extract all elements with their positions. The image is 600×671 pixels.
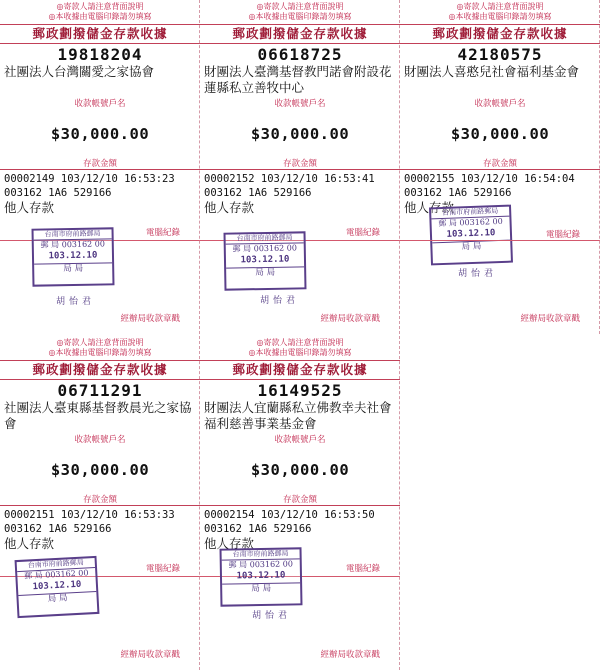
stamp-date: 103.12.10 [32,579,82,593]
stamp-office: 台南市府前路郵局 [431,207,509,220]
deposit-amount: $30,000.00 [450,125,550,143]
receipt-notes [0,336,200,360]
postmark-stamp [32,227,115,286]
stamp-office: 台南市府前路郵局 [222,549,300,560]
footer-label: 經辦局收款章戳 [320,650,380,660]
account-name: 社團法人台灣關愛之家協會 [4,64,155,79]
stamp-code: 郵 局 003162 00 [40,239,106,250]
deposit-receipt-1 [0,0,200,334]
note-computer-printed: ◎本收據由電腦印錄請勿填寫 [48,348,152,357]
account-name-label: 收款帳號戶名 [274,99,326,109]
postmark-stamp [224,231,307,290]
stamp-bottom: 局 局 [222,582,300,594]
transaction-line-2: 003162 1A6 529166 [4,523,112,535]
receipt-notes [400,0,600,24]
signer-name: 胡怡君 [252,611,292,621]
deposit-receipt-5 [200,336,400,670]
stamp-code: 郵 局 003162 00 [438,216,503,229]
computer-record-label: 電腦紀錄 [345,564,380,574]
account-name: 社團法人臺東縣基督教晨光之家協會 [4,400,192,431]
stamp-bottom: 局 局 [226,266,304,278]
receipt-title: 郵政劃撥儲金存款收據 [0,24,200,44]
transaction-line-2: 003162 1A6 529166 [404,187,512,199]
transaction-line-2: 003162 1A6 529166 [204,187,312,199]
depositor-type: 他人存款 [204,536,255,551]
note-computer-printed: ◎本收據由電腦印錄請勿填寫 [448,12,552,21]
deposit-amount: $30,000.00 [50,125,150,143]
signer-name: 胡怡君 [56,297,96,307]
receipt-title: 郵政劃撥儲金存款收據 [200,360,400,380]
stamp-bottom: 局 局 [18,591,96,606]
receipt-title: 郵政劃撥儲金存款收據 [200,24,400,44]
account-number: 06711291 [57,381,143,400]
deposit-amount: $30,000.00 [250,461,350,479]
footer-label: 經辦局收款章戳 [120,314,180,324]
depositor-type: 他人存款 [204,200,255,215]
stamp-code: 郵 局 003162 00 [232,243,298,254]
postmark-stamp [15,556,100,618]
note-back-instructions: ◎寄款人請注意背面說明 [56,2,144,11]
footer-label: 經辦局收款章戳 [520,314,580,324]
depositor-type: 他人存款 [404,200,455,215]
note-back-instructions: ◎寄款人請注意背面說明 [456,2,544,11]
receipt-title: 郵政劃撥儲金存款收據 [0,360,200,380]
transaction-record [400,170,600,200]
transaction-line-1: 00002154 103/12/10 16:53:50 [204,509,375,521]
stamp-office: 台南市府前路郵局 [34,229,112,240]
stamp-bottom: 局 局 [432,240,510,254]
account-number: 19818204 [57,45,143,64]
account-number: 42180575 [457,45,543,64]
stamp-date: 103.12.10 [48,250,98,262]
note-back-instructions: ◎寄款人請注意背面說明 [256,338,344,347]
depositor-type: 他人存款 [4,200,55,215]
transaction-record [200,506,400,536]
account-name: 財團法人喜憨兒社會福利基金會 [404,64,580,79]
transaction-line-1: 00002149 103/12/10 16:53:23 [4,173,175,185]
transaction-line-1: 00002152 103/12/10 16:53:41 [204,173,375,185]
amount-label: 存款金額 [200,158,400,170]
computer-record-label: 電腦紀錄 [145,228,180,238]
computer-record-label: 電腦紀錄 [345,228,380,238]
transaction-line-1: 00002155 103/12/10 16:54:04 [404,173,575,185]
receipt-notes [0,0,200,24]
signer-name: 胡怡君 [260,296,300,306]
note-back-instructions: ◎寄款人請注意背面說明 [256,2,344,11]
note-back-instructions: ◎寄款人請注意背面說明 [56,338,144,347]
account-name-label: 收款帳號戶名 [274,435,326,445]
footer-label: 經辦局收款章戳 [320,314,380,324]
note-computer-printed: ◎本收據由電腦印錄請勿填寫 [248,12,352,21]
deposit-receipt-2 [200,0,400,334]
divider-line [400,240,600,241]
note-computer-printed: ◎本收據由電腦印錄請勿填寫 [48,12,152,21]
transaction-record [0,506,200,536]
account-name: 財團法人臺灣基督教門諾會附設花蓮縣私立善牧中心 [204,64,392,95]
amount-label: 存款金額 [400,158,600,170]
computer-record-label: 電腦紀錄 [145,564,180,574]
transaction-record [0,170,200,200]
note-computer-printed: ◎本收據由電腦印錄請勿填寫 [248,348,352,357]
stamp-code: 郵 局 003162 00 [23,568,89,581]
stamp-office: 台南市府前路郵局 [226,233,304,244]
empty-area [400,334,600,671]
stamp-date: 103.12.10 [236,570,286,582]
account-number: 06618725 [257,45,343,64]
deposit-receipt-4 [0,336,200,670]
account-name-label: 收款帳號戶名 [474,99,526,109]
footer-label: 經辦局收款章戳 [120,650,180,660]
amount-label: 存款金額 [0,494,200,506]
amount-label: 存款金額 [200,494,400,506]
transaction-line-2: 003162 1A6 529166 [4,187,112,199]
receipt-notes [200,0,400,24]
amount-label: 存款金額 [0,158,200,170]
account-number: 16149525 [257,381,343,400]
depositor-type: 他人存款 [4,536,55,551]
account-name-label: 收款帳號戶名 [74,435,126,445]
receipt-title: 郵政劃撥儲金存款收據 [400,24,600,44]
transaction-line-1: 00002151 103/12/10 16:53:33 [4,509,175,521]
receipt-notes [200,336,400,360]
deposit-receipt-3 [400,0,600,334]
stamp-office: 台南市府前路郵局 [17,558,95,572]
deposit-amount: $30,000.00 [250,125,350,143]
transaction-record [200,170,400,200]
account-name-label: 收款帳號戶名 [74,99,126,109]
postmark-stamp [220,547,303,606]
signer-name: 胡怡君 [458,269,498,279]
stamp-bottom: 局 局 [34,262,112,274]
computer-record-label: 電腦紀錄 [545,230,580,240]
transaction-line-2: 003162 1A6 529166 [204,523,312,535]
stamp-date: 103.12.10 [446,228,496,240]
account-name: 財團法人宜蘭縣私立佛教幸夫社會福利慈善事業基金會 [204,400,392,431]
deposit-amount: $30,000.00 [50,461,150,479]
stamp-date: 103.12.10 [240,254,290,266]
stamp-code: 郵 局 003162 00 [228,559,294,570]
postmark-stamp [429,205,513,266]
